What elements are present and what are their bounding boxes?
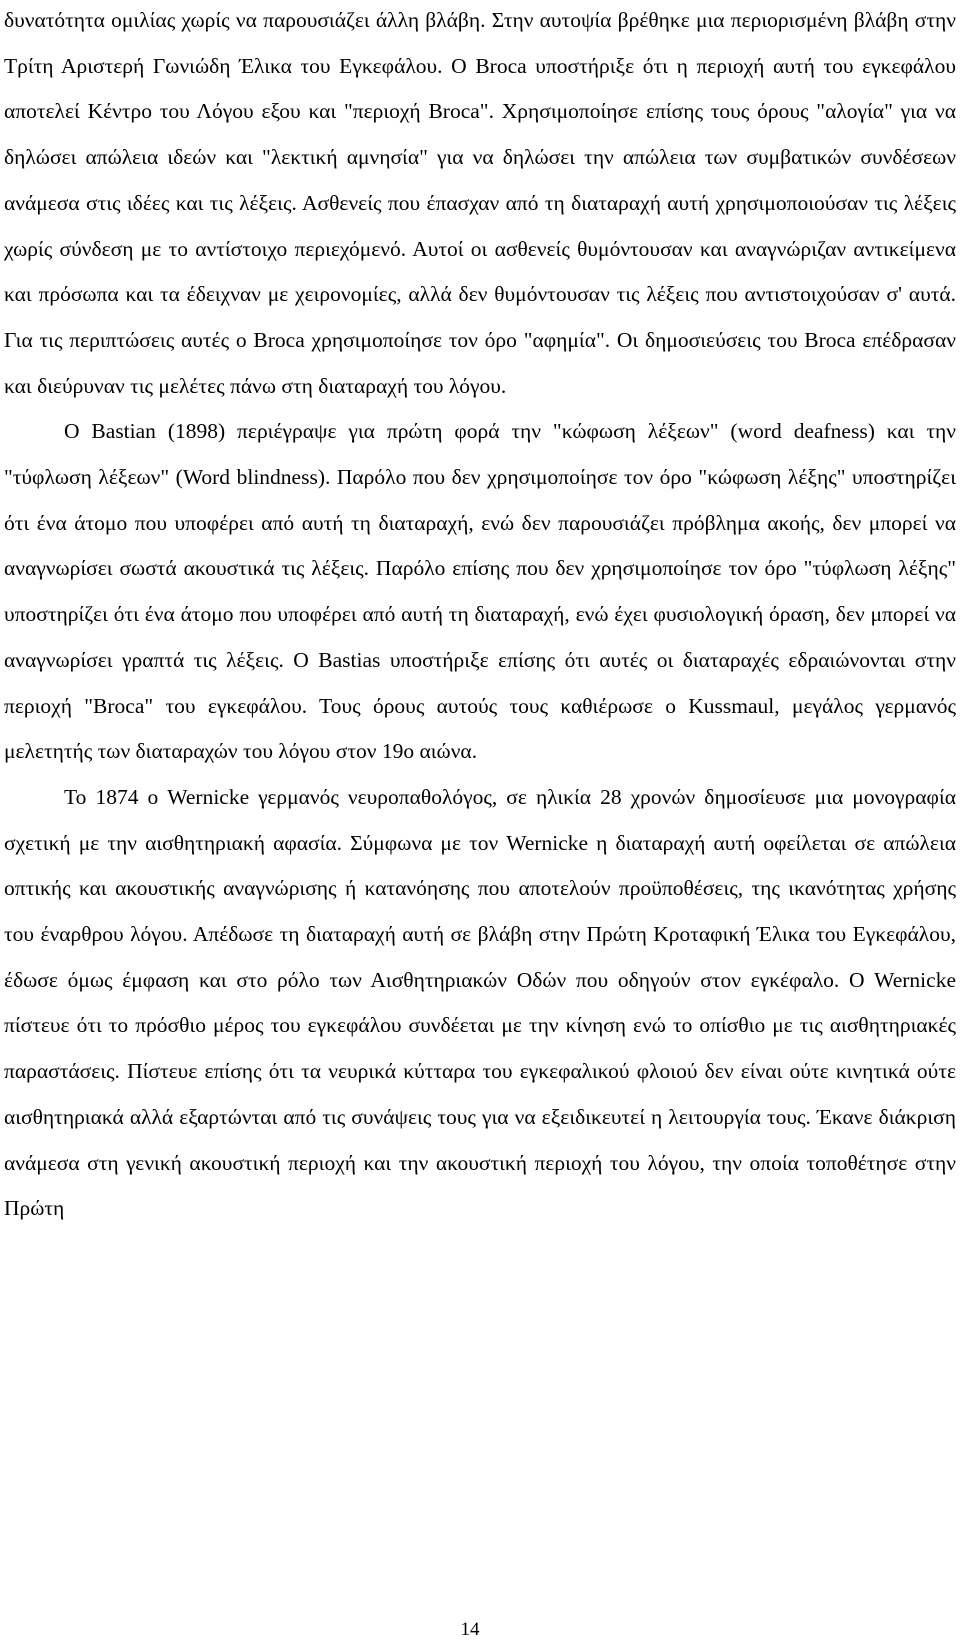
paragraph-bastian: Ο Bastian (1898) περιέγραψε για πρώτη φορά την "κώφωση λέξεων" (word deafness) και την "τύφλωση λέξεων" (Word blindness). Παρόλο που δεν χρησιμοποίησε τον όρο "κώφωση λέξης" υποστηρίζει ότι ένα άτομο που υποφέρει από αυτή τη διαταραχή, ενώ δεν παρουσιάζει πρόβλημα ακοής, δεν μπορεί να αναγνωρίσει σωστά ακουστικά τις λέξεις. Παρόλο επίσης που δεν χρησιμοποίησε τον όρο "τύφλωση λέξης" υποστηρίζει ότι ένα άτομο που υποφέρει από αυτή τη διαταραχή, ενώ έχει φυσιολογική όραση, δεν μπορεί να αναγνωρίσει γραπτά τις λέξεις. Ο Bastias υποστήριξε επίσης ότι αυτές οι διαταραχές εδραιώνονται στην περιοχή "Broca" του εγκεφάλου. Τους όρους αυτούς τους καθιέρωσε ο Kussmaul, μεγάλος γερμανός μελετητής των διαταραχών του λόγου στον 19ο αιώνα. bbox=[4, 419, 956, 764]
paragraph-broca: δυνατότητα ομιλίας χωρίς να παρουσιάζει άλλη βλάβη. Στην αυτοψία βρέθηκε μια περιορισμένη βλάβη στην Τρίτη Αριστερή Γωνιώδη Έλικα του Εγκεφάλου. Ο Broca υποστήριξε ότι η περιοχή αυτή του εγκεφάλου αποτελεί Κέντρο του Λόγου εξου και "περιοχή Broca". Χρησιμοποίησε επίσης τους όρους "αλογία" για να δηλώσει απώλεια ιδεών και "λεκτική αμνησία" για να δηλώσει την απώλεια των συμβατικών συνδέσεων ανάμεσα στις ιδέες και τις λέξεις. Ασθενείς που έπασχαν από τη διαταραχή αυτή χρησιμοποιούσαν τις λέξεις χωρίς σύνδεση με το αντίστοιχο περιεχόμενό. Αυτοί οι ασθενείς θυμόντουσαν και αναγνώριζαν αντικείμενα και πρόσωπα και τα έδειχναν με χειρονομίες, αλλά δεν θυμόντουσαν τις λέξεις που αντιστοιχούσαν σ' αυτά. Για τις περιπτώσεις αυτές ο Broca χρησιμοποίησε τον όρο "αφημία". Οι δημοσιεύσεις του Broca επέδρασαν και διεύρυναν τις μελέτες πάνω στη διαταραχή του λόγου. bbox=[4, 8, 956, 398]
paragraph-wernicke: Το 1874 ο Wernicke γερμανός νευροπαθολόγος, σε ηλικία 28 χρονών δημοσίευσε μια μονογραφία σχετική με την αισθητηριακή αφασία. Σύμφωνα με τον Wernicke η διαταραχή αυτή οφείλεται σε απώλεια οπτικής και ακουστικής αναγνώρισης ή κατανόησης που αποτελούν προϋποθέσεις, της ικανότητας χρήσης του έναρθρου λόγου. Απέδωσε τη διαταραχή αυτή σε βλάβη στην Πρώτη Κροταφική Έλικα του Εγκεφάλου, έδωσε όμως έμφαση και στο ρόλο των Αισθητηριακών Οδών που οδηγούν στον εγκέφαλο. Ο Wernicke πίστευε ότι το πρόσθιο μέρος του εγκεφάλου συνδέεται με την κίνηση ενώ το οπίσθιο με τις αισθητηριακές παραστάσεις. Πίστευε επίσης ότι τα νευρικά κύτταρα του εγκεφαλικού φλοιού δεν είναι ούτε κινητικά ούτε αισθητηριακά αλλά εξαρτώνται από τις συνάψεις τους για να εξειδικευτεί η λειτουργία τους. Έκανε διάκριση ανάμεσα στη γενική ακουστική περιοχή και την ακουστική περιοχή του λόγου, την οποία τοποθέτησε στην Πρώτη bbox=[4, 784, 956, 1221]
page-number: 14 bbox=[460, 1619, 480, 1640]
body-text bbox=[4, 0, 956, 1232]
